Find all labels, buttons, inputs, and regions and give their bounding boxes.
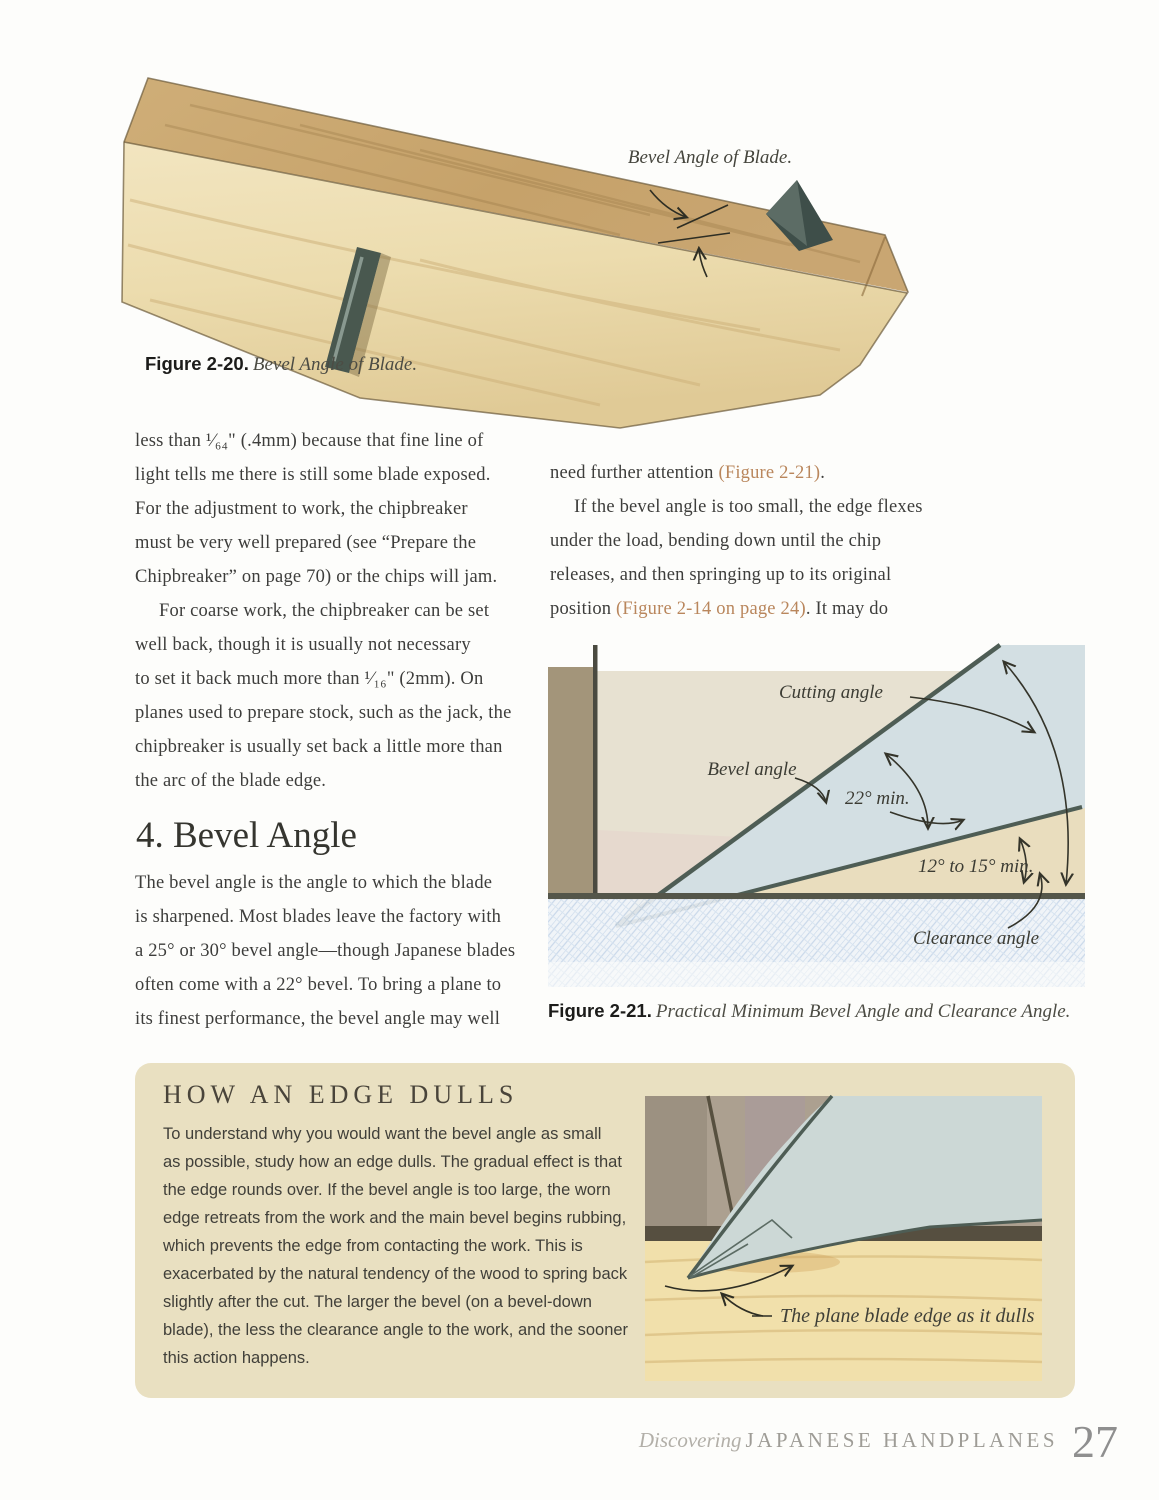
text-line: releases, and then springing up to its original [550,565,892,585]
fade [548,962,1085,990]
text-line: The bevel angle is the angle to which the blade [135,873,493,893]
plane-body-left [645,1096,707,1232]
figure-2-20-caption-label: Figure 2-20. [145,353,249,374]
text-line [550,456,825,490]
text-line: this action happens. [163,1349,310,1367]
text-line: the arc of the blade edge. [135,771,327,791]
dulling-illustration-label: The plane blade edge as it dulls [780,1305,1035,1327]
text-line: For the adjustment to work, the chipbreaker [135,499,468,519]
figure-2-20-annotation: Bevel Angle of Blade. [627,147,793,168]
text-line: is sharpened. Most blades leave the factory with [135,907,502,927]
text-line: edge retreats from the work and the main bevel begins rubbing, [163,1209,627,1227]
footer-book-title-italic: Discovering [638,1428,742,1452]
label-cutting-angle: Cutting angle [779,682,883,703]
text-line: its finest performance, the bevel angle may well [135,1009,501,1029]
text-line: well back, though it is usually not necessary [135,635,471,655]
text-run: . [820,463,826,483]
text-line: If the bevel angle is too small, the edge flexes [574,497,923,517]
figure-2-20-caption [145,353,417,376]
label-12-15-min: 12° to 15° min. [918,856,1034,877]
section-heading-bevel-angle: 4. Bevel Angle [136,815,357,856]
text-line: planes used to prepare stock, such as the jack, the [135,703,512,723]
text-line: less than ¹⁄₆₄" (.4mm) because that fine line of [135,431,484,451]
text-line: under the load, bending down until the chip [550,531,882,551]
end-grain-strip [548,667,594,893]
text-line [550,592,888,626]
block-edge-line [593,645,598,893]
text-line: must be very well prepared (see “Prepare the [135,533,477,553]
figure-2-21-diagram [540,640,1090,995]
text-line: slightly after the cut. The larger the bevel (on a bevel-down [163,1293,592,1311]
text-line: light tells me there is still some blade exposed. [135,465,491,485]
wood-surface-line [548,893,1085,900]
text-run: position [550,599,617,619]
running-footer [0,1428,1058,1453]
edge-dulling-illustration [643,1092,1043,1384]
text-line: to set it back much more than ¹⁄₁₆" (2mm). On [135,669,484,689]
text-line: often come with a 22° bevel. To bring a plane to [135,975,502,995]
text-run: . It may do [805,599,889,619]
text-line: Chipbreaker” on page 70) or the chips will jam. [135,567,498,587]
page-number: 27 [1072,1416,1118,1467]
figure-2-21-reference[interactable]: (Figure 2-21) [718,463,821,483]
figure-2-20-plane-illustration [0,0,1159,450]
figure-2-14-reference[interactable]: (Figure 2-14 on page 24) [616,599,806,619]
text-line: chipbreaker is usually set back a little more than [135,737,503,757]
figure-2-21-caption-label: Figure 2-21. [548,1000,652,1021]
text-line: For coarse work, the chipbreaker can be set [159,601,490,621]
figure-2-20-caption-text: Bevel Angle of Blade. [252,354,418,375]
figure-2-21-caption [548,1000,1070,1023]
text-line: blade), the less the clearance angle to the work, and the sooner [163,1321,629,1339]
footer-book-title-caps: JAPANESE HANDPLANES [745,1428,1058,1452]
text-line: which prevents the edge from contacting the work. This is [163,1237,583,1255]
sidebar-box-heading: HOW AN EDGE DULLS [163,1080,519,1109]
text-run: need further attention [550,463,719,483]
text-line: as possible, study how an edge dulls. The gradual effect is that [163,1153,622,1171]
figure-2-21-caption-text: Practical Minimum Bevel Angle and Clearance Angle. [655,1001,1071,1022]
text-line: To understand why you would want the bevel angle as small [163,1125,602,1143]
label-22-min: 22° min. [845,788,910,809]
label-bevel-angle: Bevel angle [707,759,797,780]
text-line: the edge rounds over. If the bevel angle is too large, the worn [163,1181,611,1199]
text-line: a 25° or 30° bevel angle—though Japanese blades [135,941,516,961]
label-clearance-angle: Clearance angle [912,928,1040,949]
text-line: exacerbated by the natural tendency of the wood to spring back [163,1265,628,1283]
